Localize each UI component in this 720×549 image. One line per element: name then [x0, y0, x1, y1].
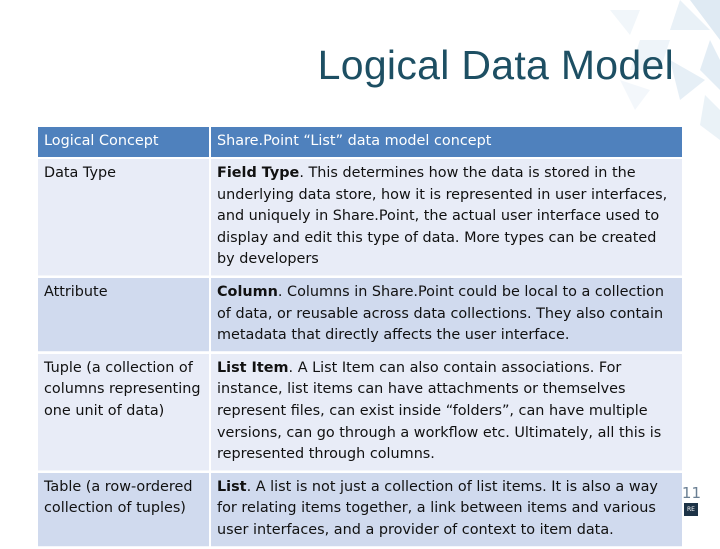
- description-cell: [211, 473, 682, 547]
- table-row: [38, 278, 682, 352]
- concept-cell: Data Type: [38, 159, 209, 276]
- term-label: Field Type: [217, 165, 300, 181]
- table-row: [38, 159, 682, 276]
- description-text: . This determines how the data is stored in the underlying data store, how it is represented in user interfaces, and uniquely in Share.Point, the actual user interface used to display and edit this type of data. More types can be created by developers: [217, 165, 668, 268]
- concept-table: [36, 125, 684, 549]
- page-title: Logical Data Model: [317, 42, 674, 88]
- description-cell: [211, 159, 682, 276]
- table-row: [38, 473, 682, 547]
- page-number: 11: [681, 484, 701, 502]
- description-text: . Columns in Share.Point could be local to a collection of data, or reusable across data collections. They also contain metadata that directly affects the user interface.: [217, 283, 664, 344]
- term-label: List: [217, 478, 247, 495]
- description-text: . A List Item can also contain associations. For instance, list items can have attachments or themselves represent files, can exist inside “folders”, can have multiple versions, can go through a workflow etc. Ultimately, all this is represented through columns.: [217, 359, 662, 463]
- column-header-sharepoint-concept: Share.Point “List” data model concept: [211, 127, 682, 157]
- column-header-logical-concept: Logical Concept: [38, 127, 209, 157]
- concept-cell: Tuple (a collection of columns representing one unit of data): [38, 354, 209, 471]
- table-header-row: [38, 127, 682, 157]
- description-text: . A list is not just a collection of list items. It is also a way for relating items together, a link between items and various user interfaces, and a provider of context to item data.: [217, 478, 658, 538]
- description-cell: [211, 278, 682, 352]
- table-row: [38, 354, 682, 471]
- description-cell: [211, 354, 682, 471]
- logo: RE: [684, 503, 698, 516]
- concept-cell: Table (a row-ordered collection of tuples): [38, 473, 209, 547]
- term-label: Column: [217, 283, 278, 300]
- concept-cell: Attribute: [38, 278, 209, 352]
- term-label: List Item: [217, 359, 289, 376]
